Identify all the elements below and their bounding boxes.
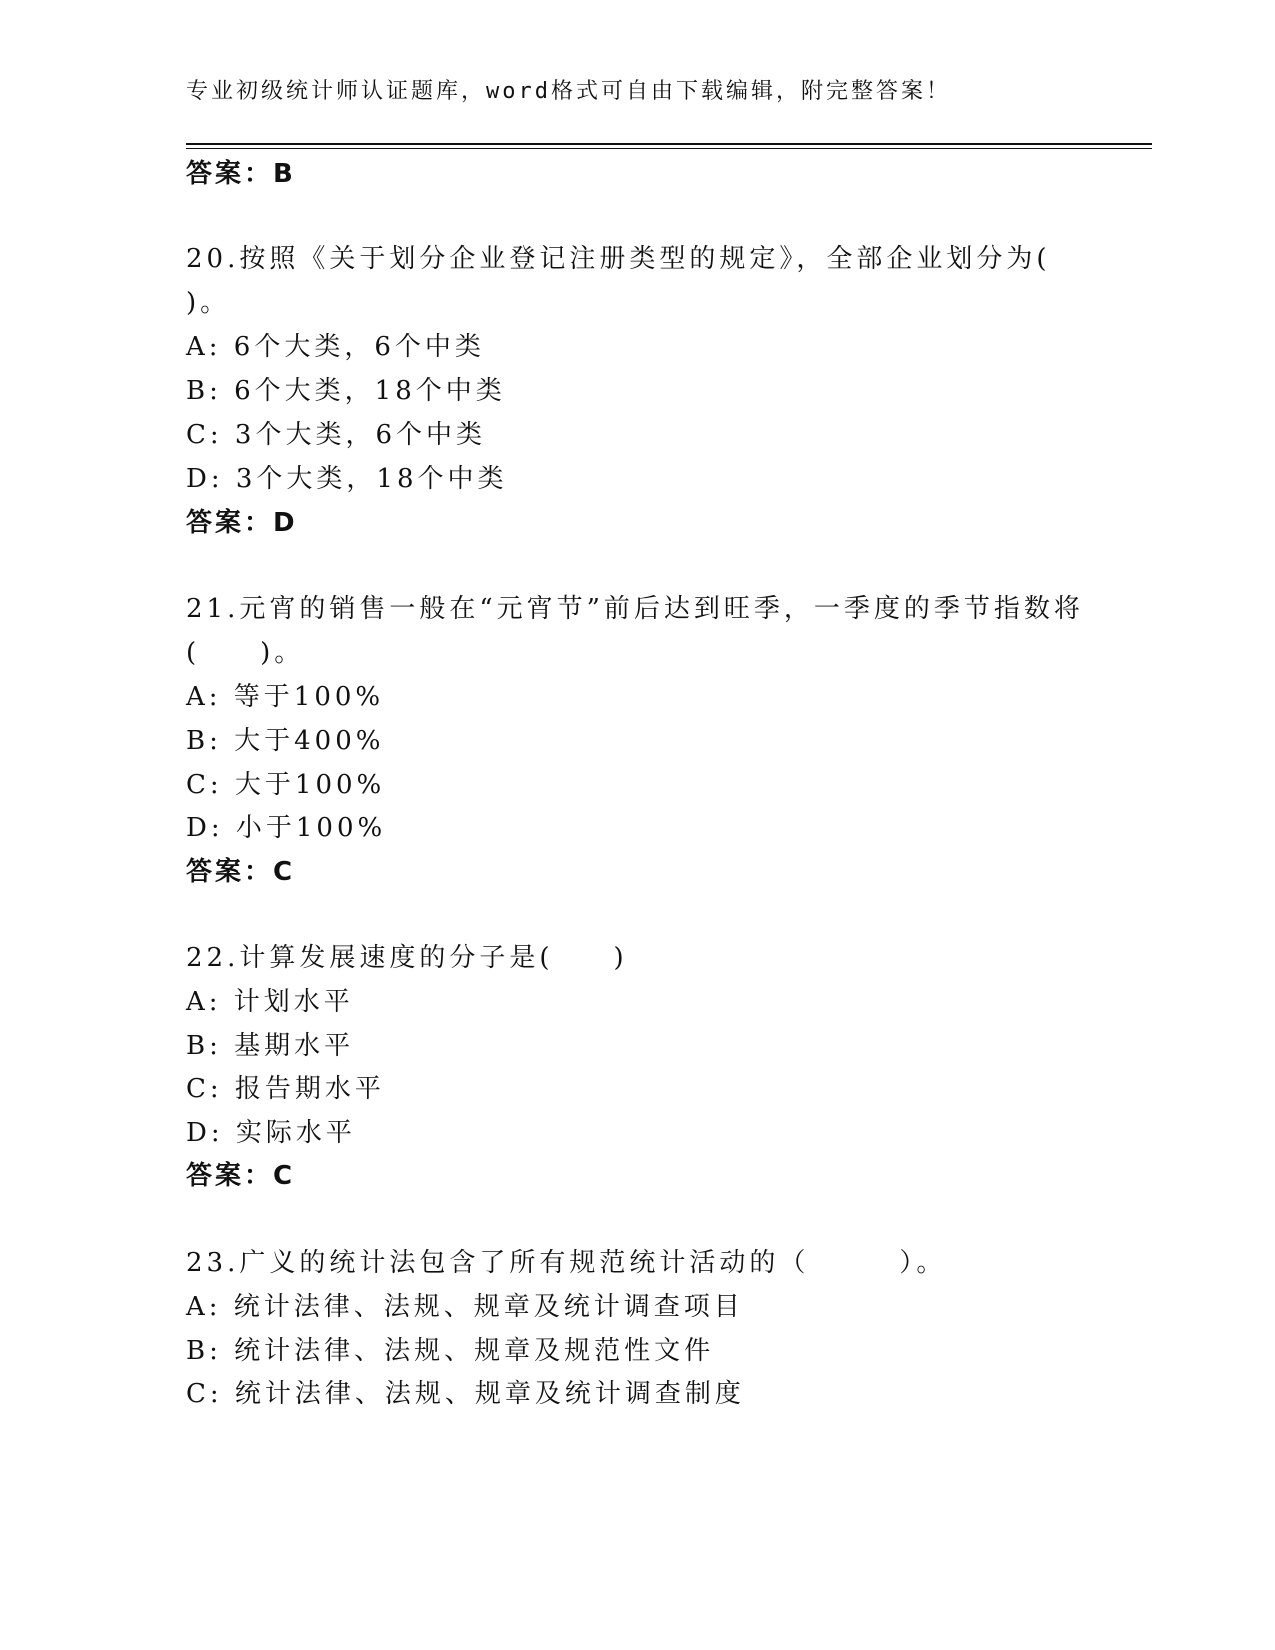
question-20-option-d: D: 3个大类，18个中类	[186, 464, 508, 494]
question-21-answer: 答案：C	[186, 857, 296, 887]
question-21-option-c: C: 大于100%	[186, 770, 386, 800]
question-23-stem: 23.广义的统计法包含了所有规范统计活动的（ ）。	[186, 1248, 947, 1278]
question-22-answer: 答案：C	[186, 1161, 296, 1191]
question-20-option-c: C: 3个大类，6个中类	[186, 420, 487, 450]
question-23-option-c: C: 统计法律、法规、规章及统计调查制度	[186, 1379, 745, 1409]
page-header: 专业初级统计师认证题库，word格式可自由下载编辑，附完整答案！	[186, 79, 951, 104]
question-21-option-d: D: 小于100%	[186, 813, 387, 843]
question-20-stem-cont: )。	[186, 288, 231, 318]
question-21-option-a: A: 等于100%	[186, 682, 385, 712]
question-23-option-a: A: 统计法律、法规、规章及统计调查项目	[186, 1292, 744, 1322]
previous-answer: 答案：B	[186, 159, 296, 189]
question-20-option-b: B: 6个大类，18个中类	[186, 376, 506, 406]
question-23-option-b: B: 统计法律、法规、规章及规范性文件	[186, 1336, 715, 1366]
question-21-stem-cont: ( )。	[186, 638, 305, 668]
question-22-option-d: D: 实际水平	[186, 1118, 356, 1148]
question-20-option-a: A: 6个大类，6个中类	[186, 332, 485, 362]
question-21-stem: 21.元宵的销售一般在“元宵节”前后达到旺季，一季度的季节指数将	[186, 594, 1084, 624]
header-rule-thin	[186, 148, 1152, 149]
question-22-option-c: C: 报告期水平	[186, 1074, 385, 1104]
header-rule-thick	[186, 143, 1152, 145]
question-22-option-b: B: 基期水平	[186, 1031, 355, 1061]
question-22-option-a: A: 计划水平	[186, 987, 354, 1017]
question-20-stem: 20.按照《关于划分企业登记注册类型的规定》，全部企业划分为(	[186, 244, 1051, 274]
question-22-stem: 22.计算发展速度的分子是( )	[186, 943, 628, 973]
question-21-option-b: B: 大于400%	[186, 726, 385, 756]
question-20-answer: 答案：D	[186, 508, 298, 538]
